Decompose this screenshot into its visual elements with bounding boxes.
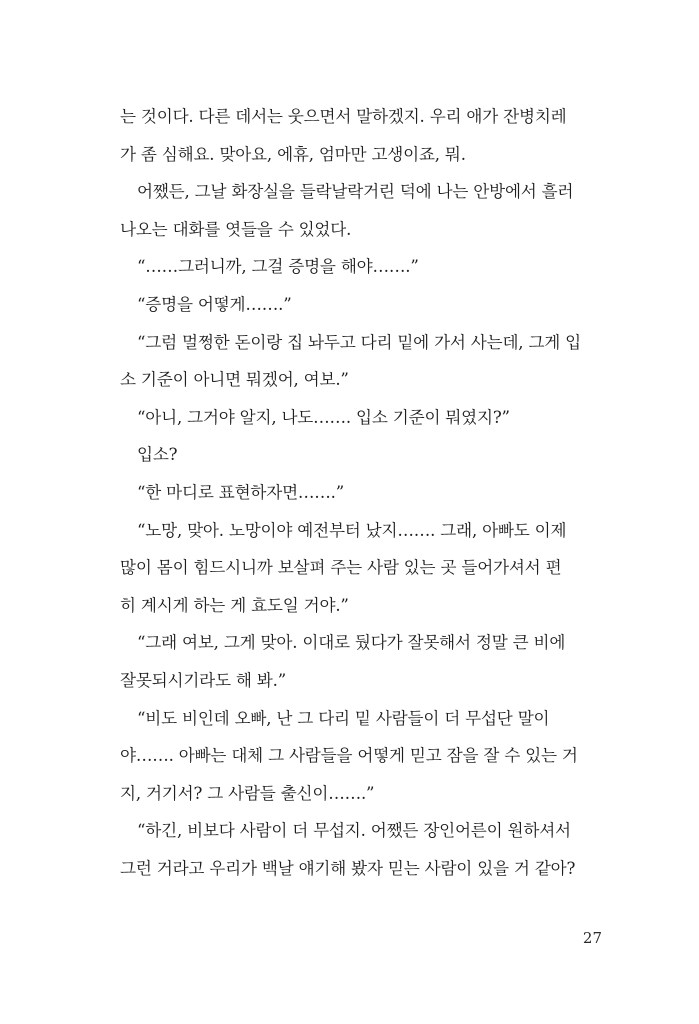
text-line: 나오는 대화를 엿들을 수 있었다. [120,219,352,239]
text-line: 야……. 아빠는 대체 그 사람들을 어떻게 믿고 잠을 잘 수 있는 거 [120,746,578,766]
text-line: 입소? [137,445,178,465]
text-line: 어쨌든, 그날 화장실을 들락날락거린 덕에 나는 안방에서 흘러 [137,182,574,202]
text-line: 많이 몸이 힘드시니까 보살펴 주는 사람 있는 곳 들어가셔서 편 [120,558,562,578]
text-line: “……그러니까, 그걸 증명을 해야…….” [137,257,419,277]
text-line: “하긴, 비보다 사람이 더 무섭지. 어쨌든 장인어른이 원하셔서 [137,821,571,841]
text-line: 히 계시게 하는 게 효도일 거야.” [120,595,349,615]
text-line: 잘못되시기라도 해 봐.” [120,670,286,690]
text-line: “증명을 어떻게…….” [137,294,292,314]
text-line: “그럼 멀쩡한 돈이랑 집 놔두고 다리 밑에 가서 사는데, 그게 입 [137,332,582,352]
text-line: “아니, 그거야 알지, 나도……. 입소 기준이 뭐였지?” [137,407,510,427]
text-line: 소 기준이 아니면 뭐겠어, 여보.” [120,370,349,390]
text-line: 는 것이다. 다른 데서는 웃으면서 말하겠지. 우리 애가 잔병치레 [120,107,567,126]
text-line: 그런 거라고 우리가 백날 얘기해 봤자 믿는 사람이 있을 거 같아? [120,858,576,878]
body-text [120,98,600,887]
text-line: 가 좀 심해요. 맞아요, 에휴, 엄마만 고생이죠, 뭐. [120,144,466,164]
text-line: “그래 여보, 그게 맞아. 이대로 뒀다가 잘못해서 정말 큰 비에 [137,633,566,653]
text-line: “노망, 맞아. 노망이야 예전부터 났지……. 그래, 아빠도 이제 [137,520,567,540]
text-line: “비도 비인데 오빠, 난 그 다리 밑 사람들이 더 무섭단 말이 [137,708,550,728]
text-line: 지, 거기서? 그 사람들 출신이…….” [120,783,375,803]
text-line: “한 마디로 표현하자면…….” [137,482,345,502]
page-number: 27 [582,929,602,947]
